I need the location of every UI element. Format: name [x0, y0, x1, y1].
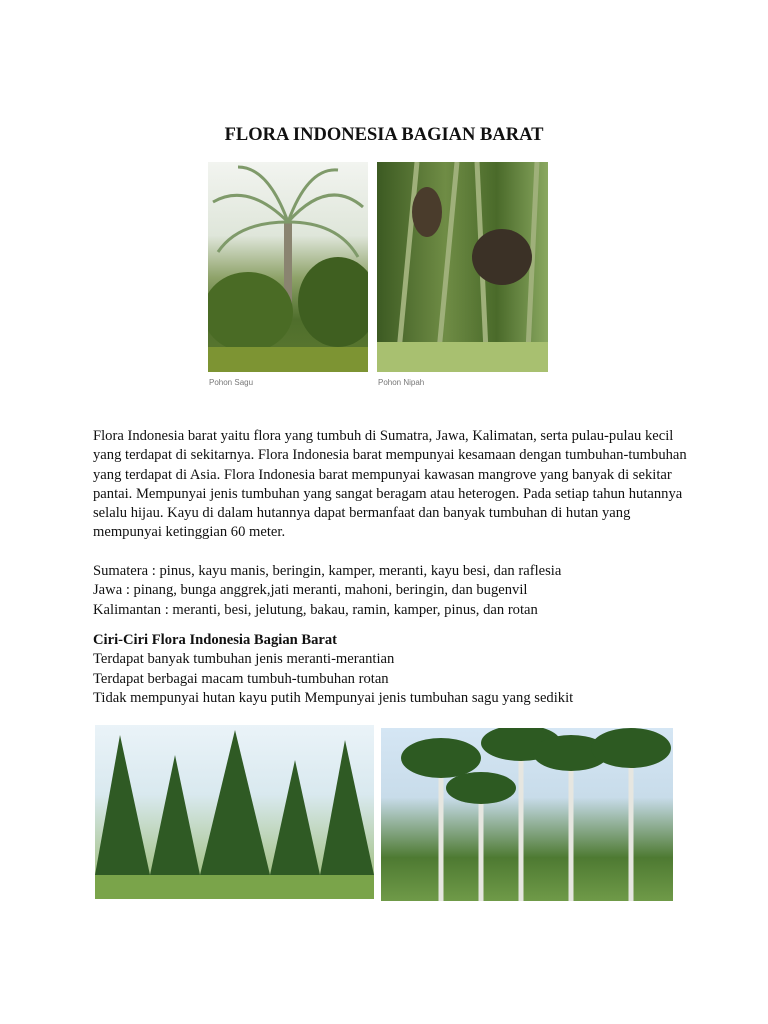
pine-illustration: [95, 725, 374, 899]
region-kalimantan: Kalimantan : meranti, besi, jelutung, bakau, ramin, kamper, pinus, dan rotan: [93, 601, 538, 618]
page-title: FLORA INDONESIA BAGIAN BARAT: [224, 125, 544, 145]
intro-paragraph: Flora Indonesia barat yaitu flora yang tumbuh di Sumatra, Jawa, Kalimatan, serta pulau-pulau kecil yang terdapat di sekitarnya. Flora Indonesia barat mempunyai kesamaan dengan tumbuhan-tumbuhan yang terdapat di Asia. Flora Indonesia barat mempunyai kawasan mangrove yang banyak di sekitar pantai. Mempunyai jenis tumbuhan yang sangat beragam atau heterogen. Pada setiap tahun hutannya selalu hijau. Kayu di dalam hutannya dapat bermanfaat dan banyak tumbuhan di hutan yang mempunyai ketinggian 60 meter.: [93, 428, 687, 541]
areca-illustration: [381, 728, 673, 901]
palm-illustration: [208, 162, 368, 372]
list-item: Tidak mempunyai hutan kayu putih Mempunyai jenis tumbuhan sagu yang sedikit: [93, 689, 574, 706]
section-heading: Ciri-Ciri Flora Indonesia Bagian Barat: [93, 632, 338, 648]
areca-palm-photo: [381, 728, 673, 901]
list-item: Terdapat berbagai macam tumbuh-tumbuhan rotan: [93, 670, 389, 687]
pine-forest-photo: [95, 725, 374, 899]
caption-sagu: Pohon Sagu: [209, 378, 254, 387]
caption-nipah: Pohon Nipah: [378, 378, 425, 387]
region-jawa: Jawa : pinang, bunga anggrek,jati meranti, mahoni, beringin, dan bugenvil: [93, 582, 528, 599]
list-item: Terdapat banyak tumbuhan jenis meranti-merantian: [93, 651, 395, 668]
nipah-palm-photo: [377, 162, 548, 372]
nipah-illustration: [377, 162, 548, 372]
sagu-palm-photo: [208, 162, 368, 372]
region-sumatera: Sumatera : pinus, kayu manis, beringin, kamper, meranti, kayu besi, dan raflesia: [93, 563, 562, 579]
